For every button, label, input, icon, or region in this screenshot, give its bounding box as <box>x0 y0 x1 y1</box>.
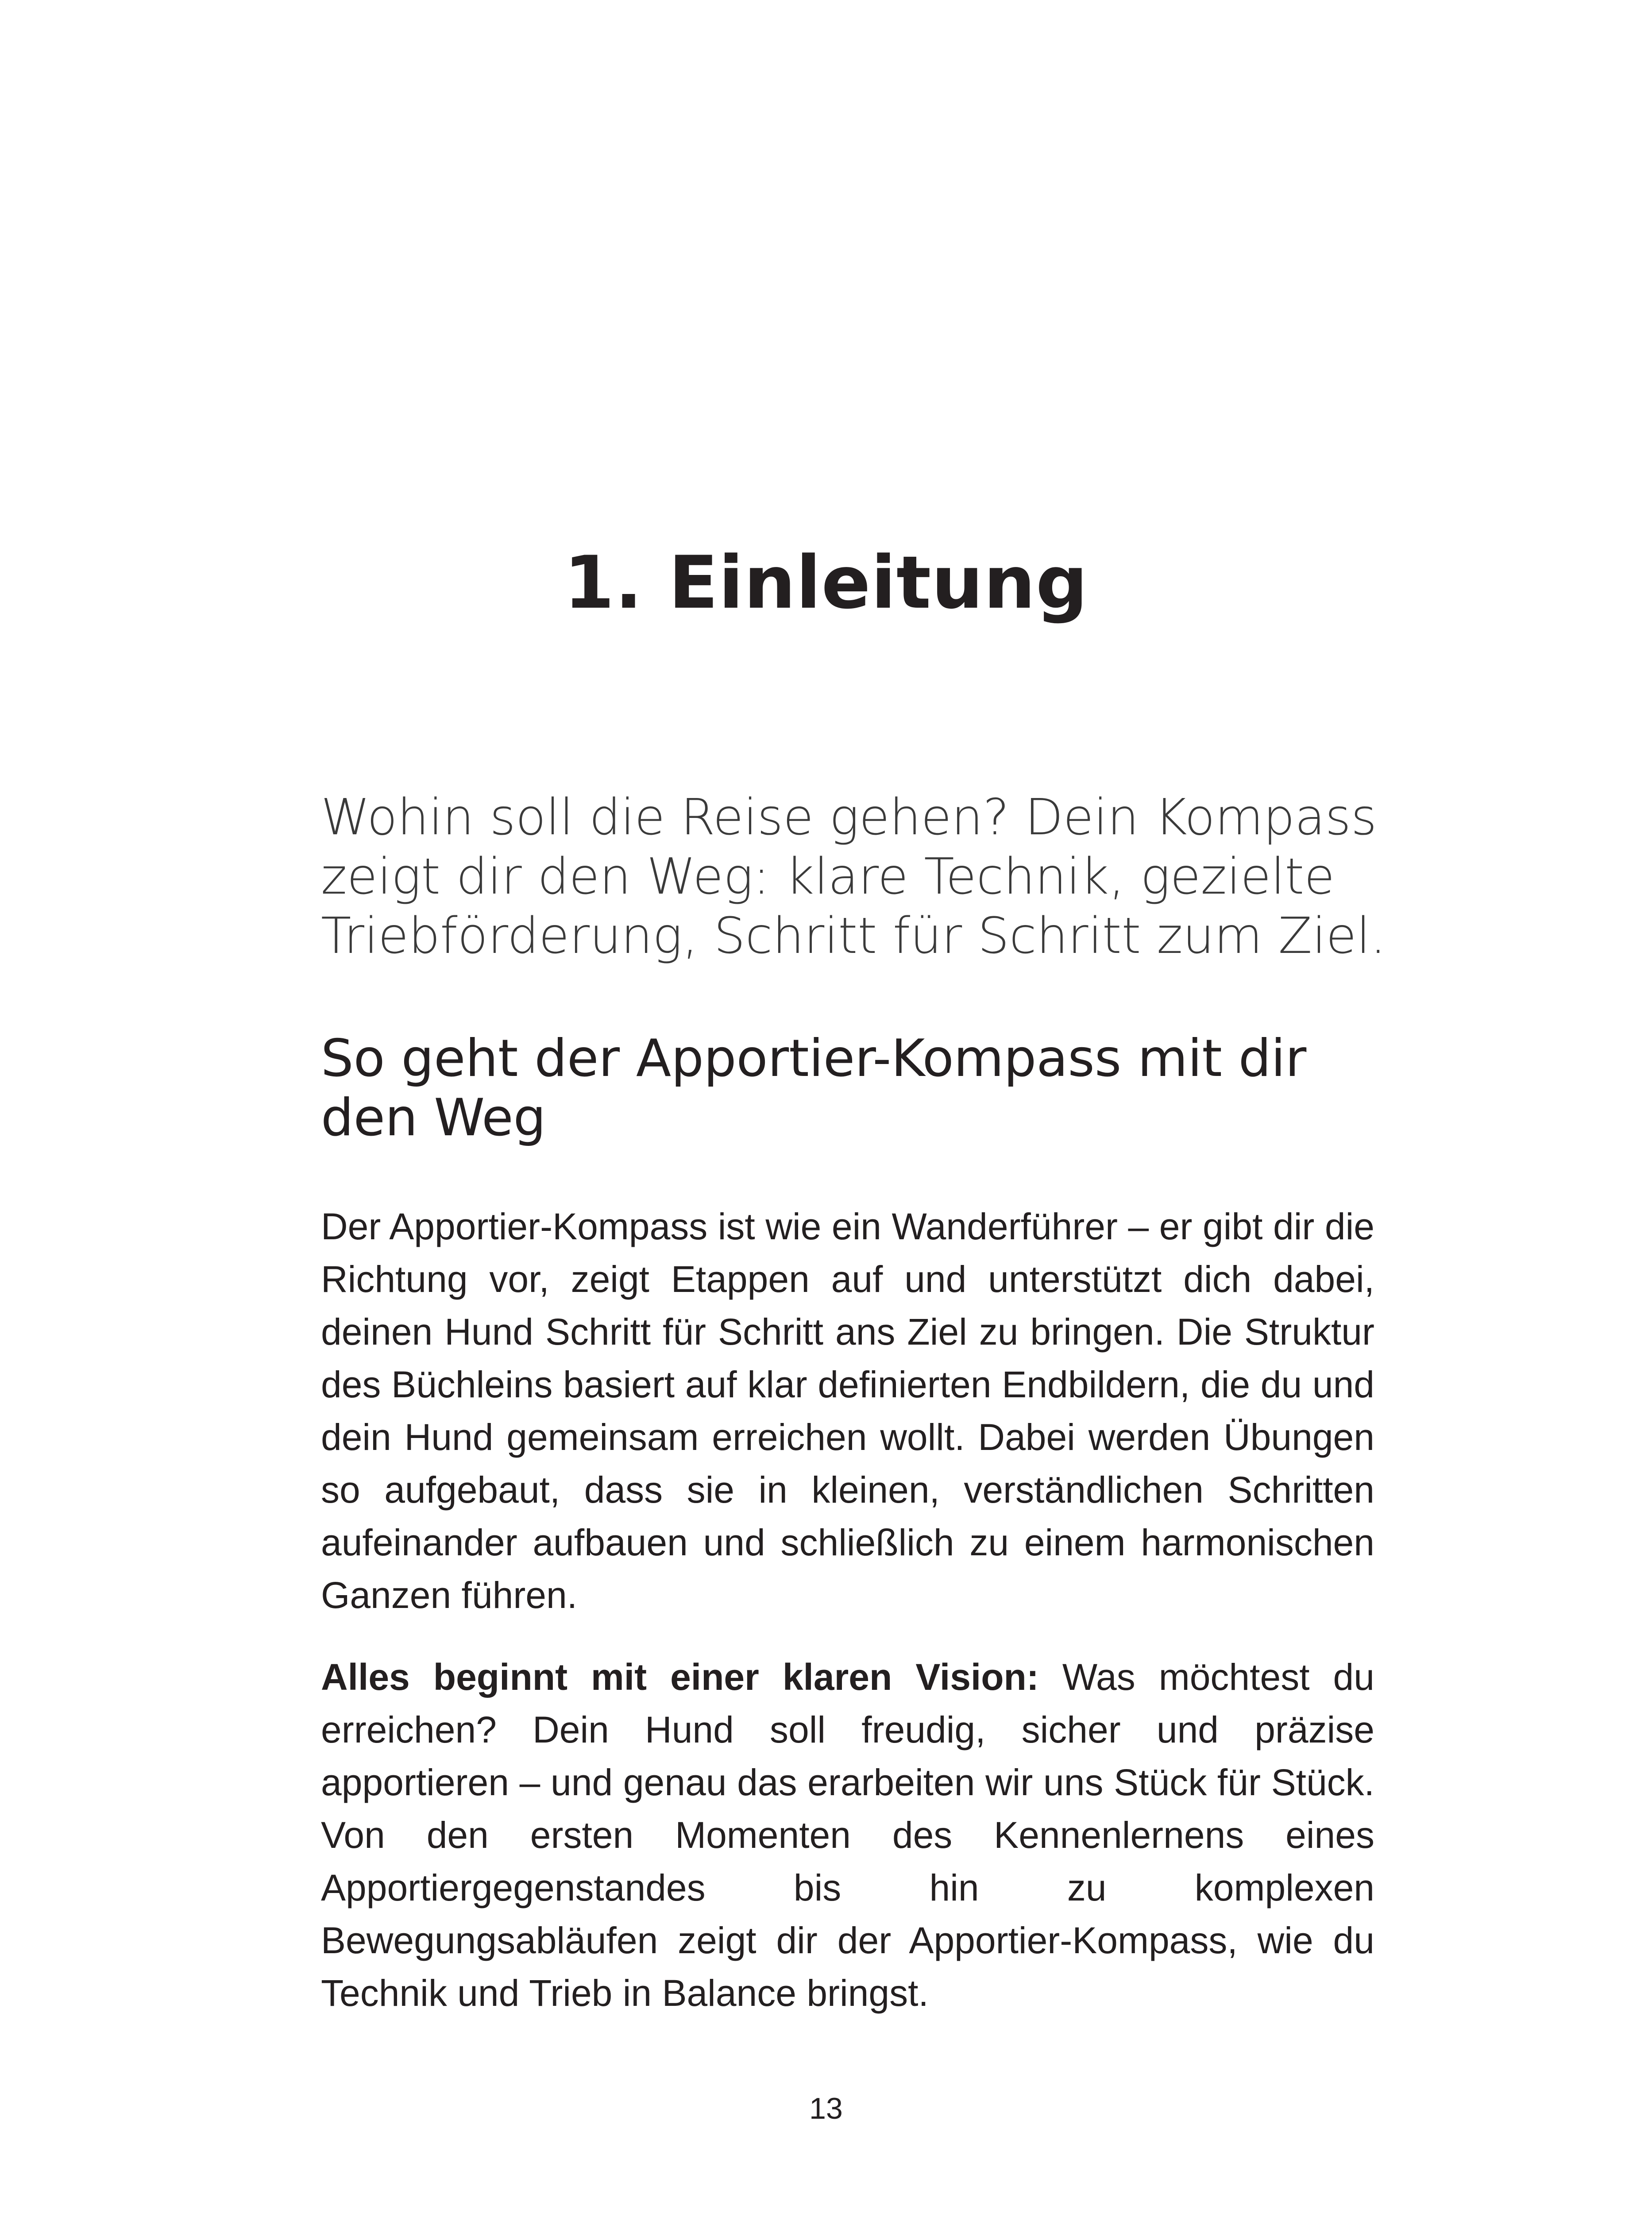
paragraph-lead-bold: Alles beginnt mit einer klaren Vision: <box>321 1656 1039 1698</box>
chapter-title: 1. Einleitung <box>564 540 1088 625</box>
chapter-intro: Wohin soll die Reise gehen? Dein Kompass zeigt dir den Weg: klare Technik, gezielte Triebförderung, Schritt für Schritt zum Ziel. <box>321 789 1386 965</box>
section-heading: So geht der Apportier-Kompass mit dir den Weg <box>321 1029 1307 1148</box>
body-paragraph-1: Der Apportier-Kompass ist wie ein Wanderführer – er gibt dir die Richtung vor, zeigt Etappen auf und unterstützt dich dabei, deinen Hund Schritt für Schritt ans Ziel zu bringen. Die Struktur des Büchleins basiert auf klar definierten Endbildern, die du und dein Hund gemeinsam erreichen wollt. Dabei werden Übungen so aufgebaut, dass sie in kleinen, verständlichen Schritten aufeinander aufbauen und schließlich zu einem harmonischen Ganzen führen. <box>321 1206 1374 1616</box>
page-number: 13 <box>809 2092 843 2125</box>
paragraph-text: Was möchtest du erreichen? Dein Hund soll freudig, sicher und präzise apportieren – und genau das erarbeiten wir uns Stück für Stück. Von den ersten Momenten des Kennenlernens eines Apportiergegenstandes bis hin zu komplexen Bewegungsabläufen zeigt dir der Apportier-Kompass, wie du Technik und Trieb in Balance bringst. <box>321 1656 1374 2014</box>
body-paragraph-2 <box>321 1651 1374 2020</box>
